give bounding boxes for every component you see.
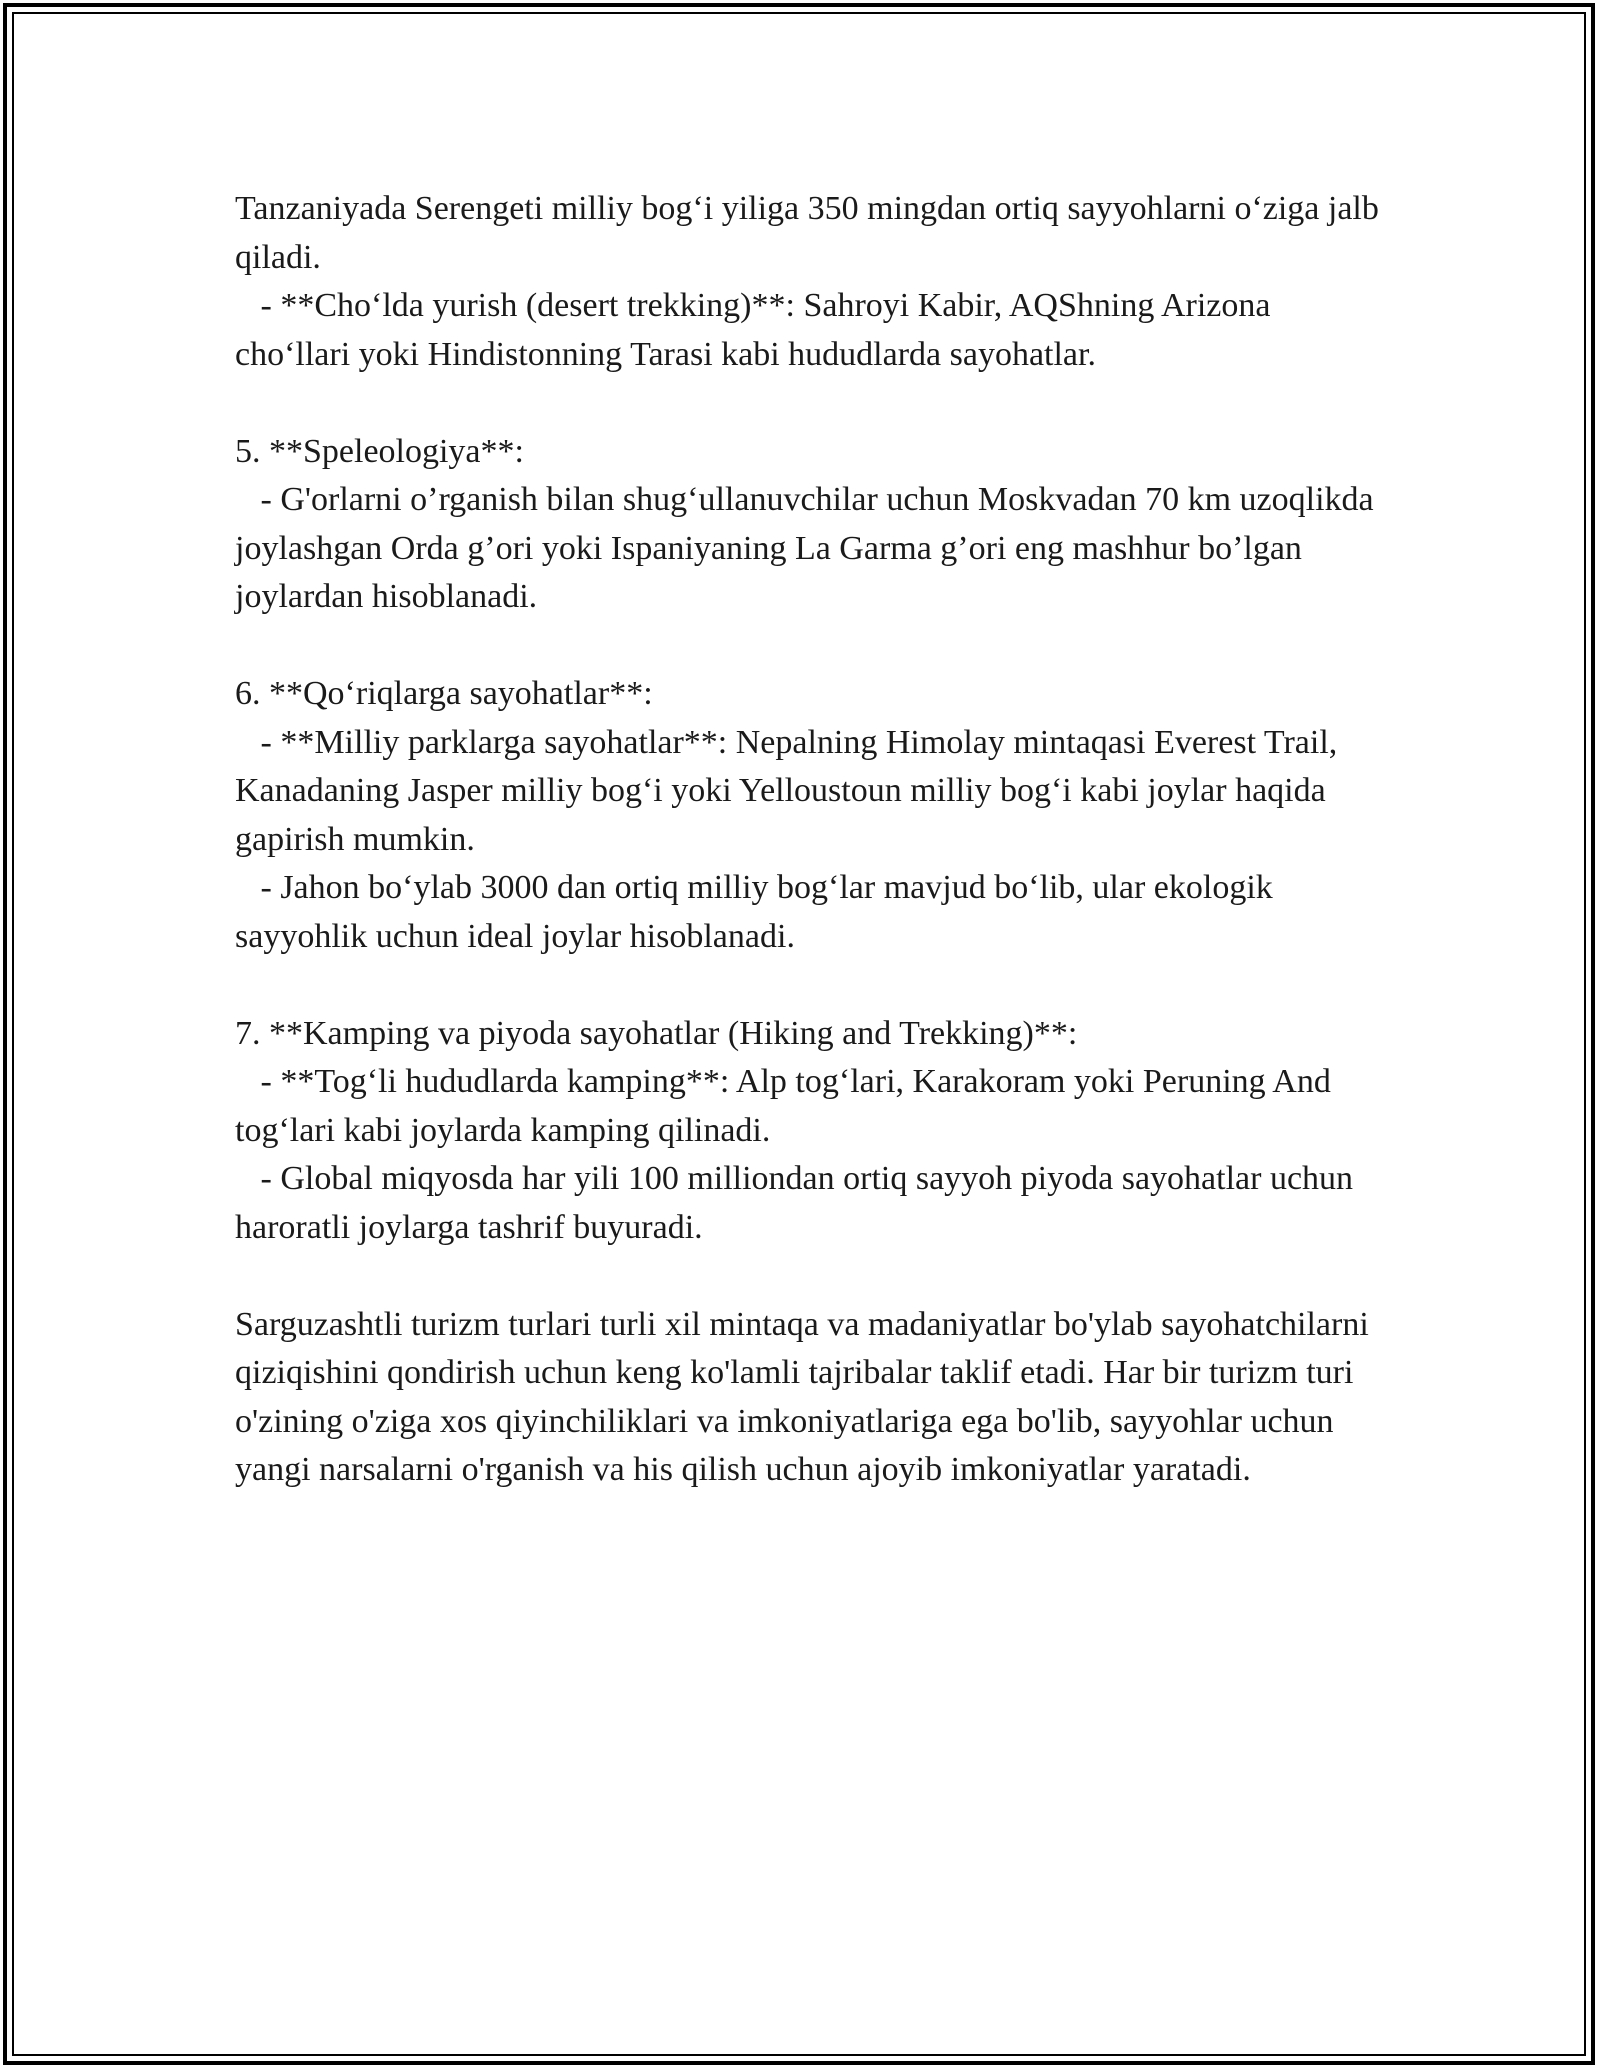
bullet-national-parks: - **Milliy parklarga sayohatlar**: Nepalning Himolay mintaqasi Everest Trail, Kanadaning Jasper milliy bog‘i yoki Yelloustoun milliy bog‘i kabi joylar haqida gapirish mumkin.	[235, 723, 1346, 858]
blank-line	[235, 622, 1385, 671]
bullet-caves: - G'orlarni o’rganish bilan shug‘ullanuvchilar uchun Moskvadan 70 km uzoqlikda joylashgan Orda g’ori yoki Ispaniyaning La Garma g’ori eng mashhur bo’lgan joylardan hisoblanadi.	[235, 481, 1383, 615]
bullet-global-hiking: - Global miqyosda har yili 100 milliondan ortiq sayyoh piyoda sayohatlar uchun haroratli joylarga tashrif buyuradi.	[235, 1160, 1362, 1246]
bullet-desert-trekking: - **Cho‘lda yurish (desert trekking)**: Sahroyi Kabir, AQShning Arizona cho‘llari yoki Hindistonning Tarasi kabi hududlarda sayohatlar.	[235, 287, 1279, 373]
bullet-mountain-camping: - **Tog‘li hududlarda kamping**: Alp tog‘lari, Karakoram yoki Peruning And tog‘lari kabi joylarda kamping qilinadi.	[235, 1063, 1340, 1149]
blank-line	[235, 379, 1385, 428]
bullet-parks-count: - Jahon bo‘ylab 3000 dan ortiq milliy bog‘lar mavjud bo‘lib, ular ekologik sayyohlik uchun ideal joylar hisoblanadi.	[235, 869, 1282, 955]
blank-line	[235, 1252, 1385, 1301]
blank-line	[235, 961, 1385, 1010]
heading-speleologiya: 5. **Speleologiya**:	[235, 432, 524, 470]
paragraph-conclusion: Sarguzashtli turizm turlari turli xil mintaqa va madaniyatlar bo'ylab sayohatchilarni qiziqishini qondirish uchun keng ko'lamli tajribalar taklif etadi. Har bir turizm turi o'zining o'ziga xos qiyinchiliklari va imkoniyatlariga ega bo'lib, sayyohlar uchun yangi narsalarni o'rganish va his qilish uchun ajoyib imkoniyatlar yaratadi.	[235, 1305, 1378, 1488]
heading-camping: 7. **Kamping va piyoda sayohatlar (Hiking and Trekking)**:	[235, 1014, 1078, 1052]
heading-reserves: 6. **Qo‘riqlarga sayohatlar**:	[235, 675, 653, 712]
document-body	[235, 185, 1388, 1495]
paragraph-serengeti: Tanzaniyada Serengeti milliy bog‘i yiliga 350 mingdan ortiq sayyohlarni o‘ziga jalb qiladi.	[235, 190, 1388, 276]
